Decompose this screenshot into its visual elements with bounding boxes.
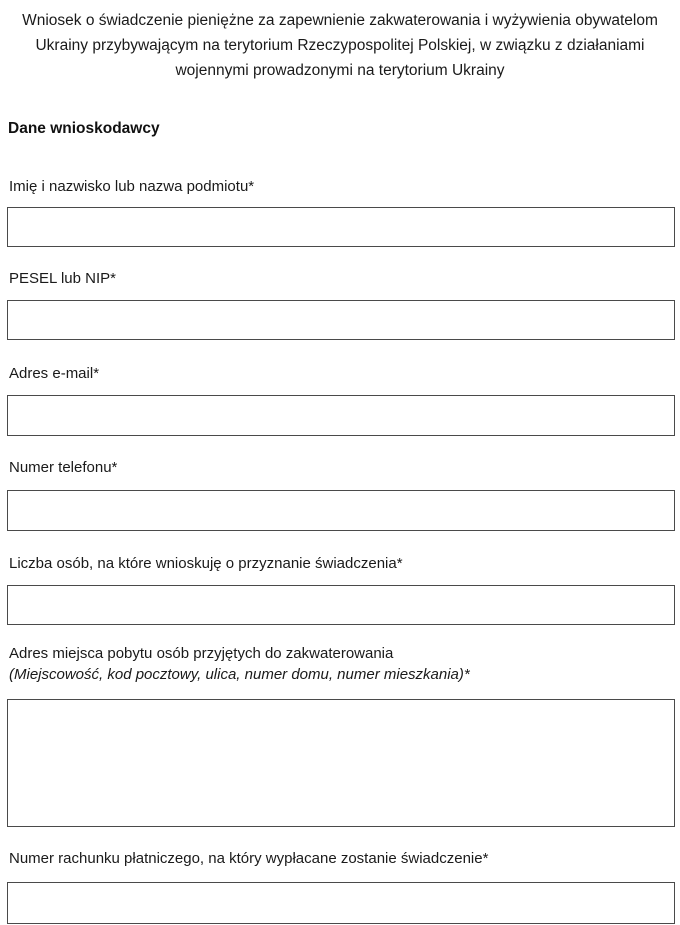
account-number-label: Numer rachunku płatniczego, na który wypłacane zostanie świadczenie* [9,850,489,867]
account-number-input[interactable] [7,882,675,924]
section-heading-dane-wnioskodawcy: Dane wnioskodawcy [8,120,160,137]
person-count-label: Liczba osób, na które wnioskuję o przyznanie świadczenia* [9,555,403,572]
pesel-nip-label: PESEL lub NIP* [9,270,116,287]
phone-input[interactable] [7,490,675,531]
page-title: Wniosek o świadczenie pieniężne za zapewnienie zakwaterowania i wyżywienia obywatelom Ukrainy przybywającym na terytorium Rzeczypospolitej Polskiej, w związku z działaniami wojennymi prowadzonymi na terytorium Ukrainy [22,12,658,79]
pesel-nip-input[interactable] [7,300,675,340]
accommodation-address-label [9,643,673,685]
accommodation-address-label-main: Adres miejsca pobytu osób przyjętych do zakwaterowania [9,645,394,662]
accommodation-address-label-hint: (Miejscowość, kod pocztowy, ulica, numer domu, numer mieszkania)* [9,666,470,683]
email-label: Adres e-mail* [9,365,100,382]
email-input[interactable] [7,395,675,436]
applicant-name-label: Imię i nazwisko lub nazwa podmiotu* [9,178,255,195]
phone-label: Numer telefonu* [9,459,118,476]
accommodation-address-textarea[interactable] [7,699,675,827]
person-count-input[interactable] [7,585,675,625]
applicant-name-input[interactable] [7,207,675,247]
